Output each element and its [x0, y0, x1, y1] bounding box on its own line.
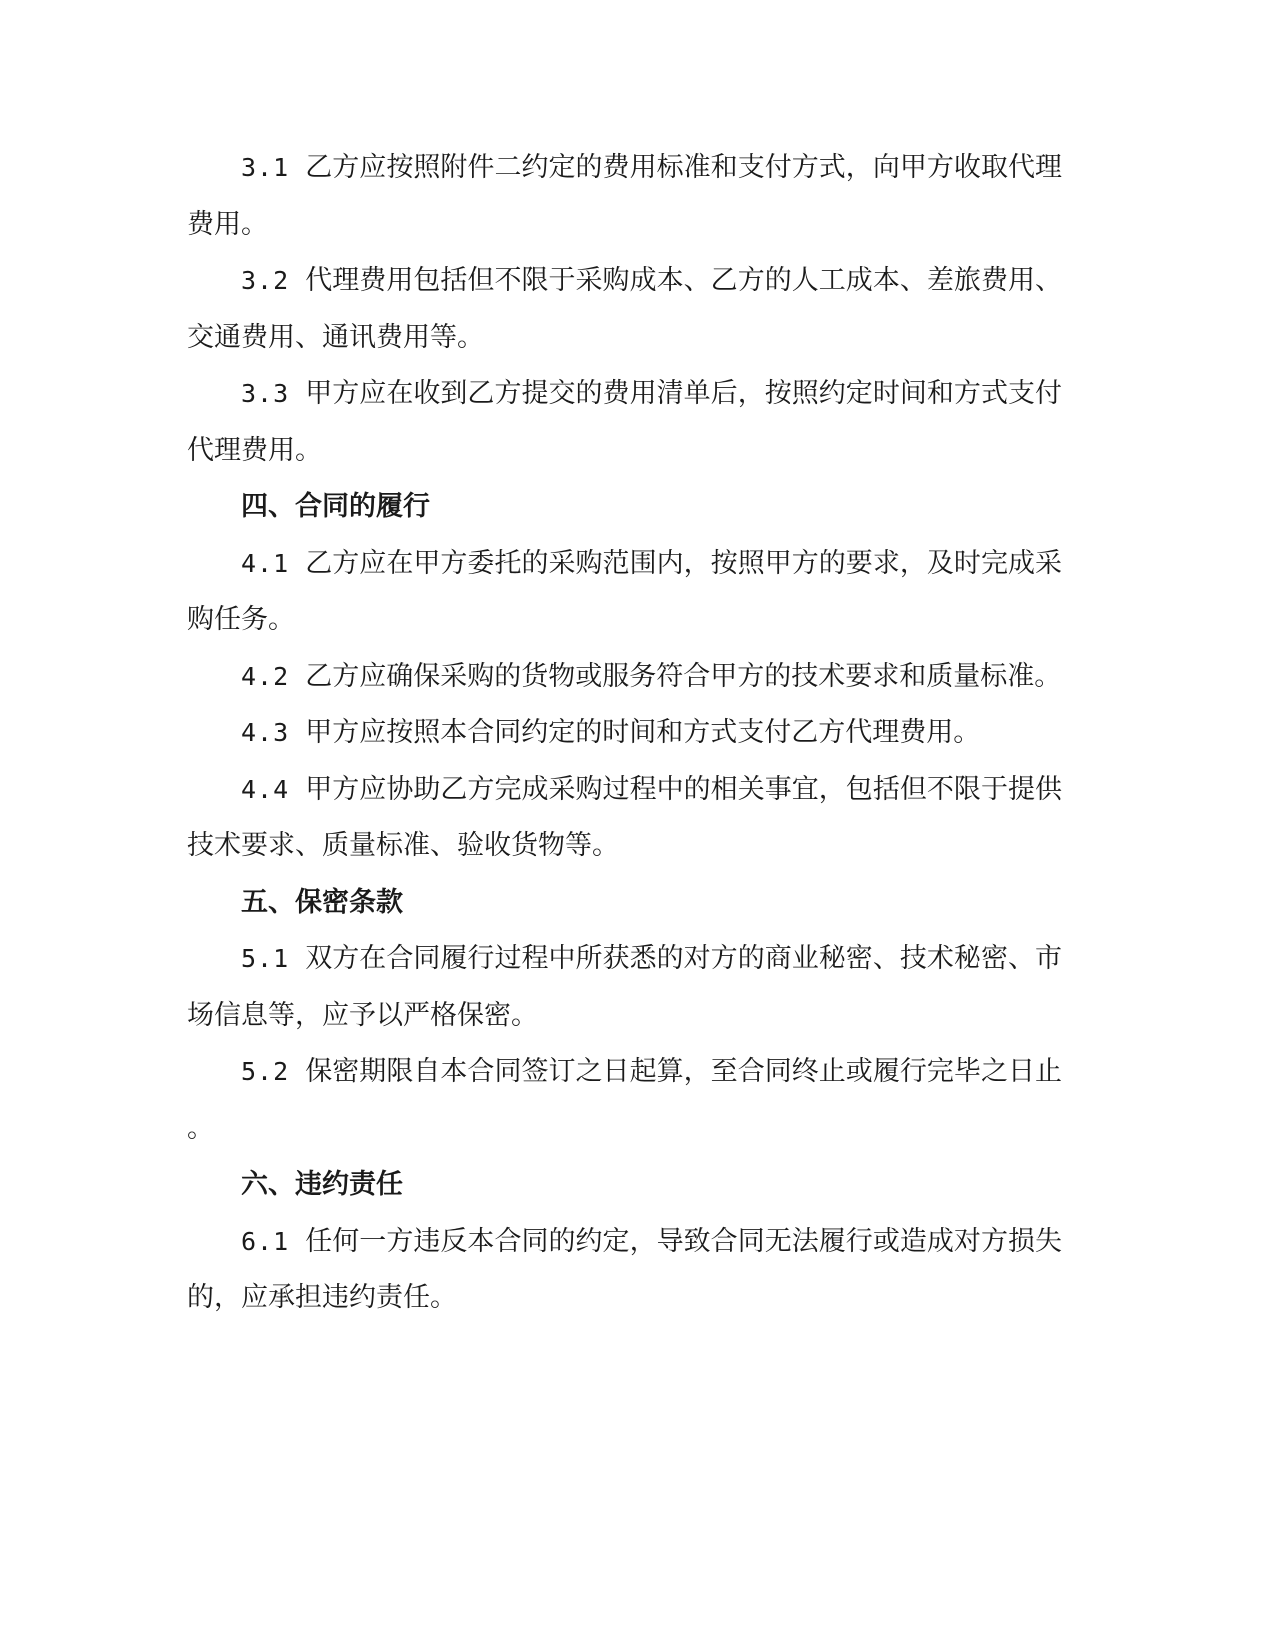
- clause-number: 4.1: [241, 548, 290, 578]
- document-page: [187, 140, 1062, 1327]
- clause-3-1: [187, 140, 1062, 253]
- clause-number: 5.2: [241, 1057, 290, 1086]
- clause-number: 3.2: [241, 266, 290, 295]
- clause-number: 3.1: [241, 153, 290, 182]
- clause-4-3: [187, 705, 1062, 762]
- clause-number: 4.2: [241, 661, 290, 691]
- section-heading-5: 五、保密条款: [241, 886, 403, 918]
- section-heading-4: 四、合同的履行: [241, 491, 430, 522]
- section-heading-6: 六、违约责任: [241, 1169, 403, 1200]
- clause-text: 乙方应在甲方委托的采购范围内，按照甲方的要求，及时完成采购任务。: [187, 547, 1063, 635]
- clause-6-1: [187, 1214, 1062, 1327]
- clause-3-2: [187, 253, 1062, 366]
- clause-text: 乙方应按照附件二约定的费用标准和支付方式，向甲方收取代理费用。: [187, 152, 1063, 240]
- clause-number: 4.3: [241, 718, 290, 747]
- clause-number: 5.1: [241, 944, 290, 973]
- clause-3-3: [187, 366, 1062, 479]
- clause-5-2: [187, 1044, 1062, 1157]
- clause-number: 3.3: [241, 379, 290, 408]
- clause-4-4: [187, 762, 1062, 875]
- clause-text: 代理费用包括但不限于采购成本、乙方的人工成本、差旅费用、交通费用、通讯费用等。: [187, 265, 1063, 353]
- clause-4-1: [187, 536, 1062, 649]
- clause-text: 乙方应确保采购的货物或服务符合甲方的技术要求和质量标准。: [305, 660, 1062, 692]
- clause-text: 任何一方违反本合同的约定，导致合同无法履行或造成对方损失的，应承担违约责任。: [187, 1225, 1063, 1313]
- clause-text: 双方在合同履行过程中所获悉的对方的商业秘密、技术秘密、市场信息等，应予以严格保密。: [187, 943, 1063, 1031]
- clause-text: 保密期限自本合同签订之日起算，至合同终止或履行完毕之日止。: [187, 1056, 1063, 1144]
- clause-text: 甲方应在收到乙方提交的费用清单后，按照约定时间和方式支付代理费用。: [187, 378, 1063, 466]
- clause-5-1: [187, 931, 1062, 1044]
- clause-text: 甲方应按照本合同约定的时间和方式支付乙方代理费用。: [305, 717, 981, 748]
- clause-text: 甲方应协助乙方完成采购过程中的相关事宜，包括但不限于提供技术要求、质量标准、验收货物等。: [187, 773, 1063, 861]
- clause-number: 4.4: [241, 774, 290, 804]
- clause-number: 6.1: [241, 1226, 290, 1256]
- clause-4-2: [187, 649, 1062, 706]
